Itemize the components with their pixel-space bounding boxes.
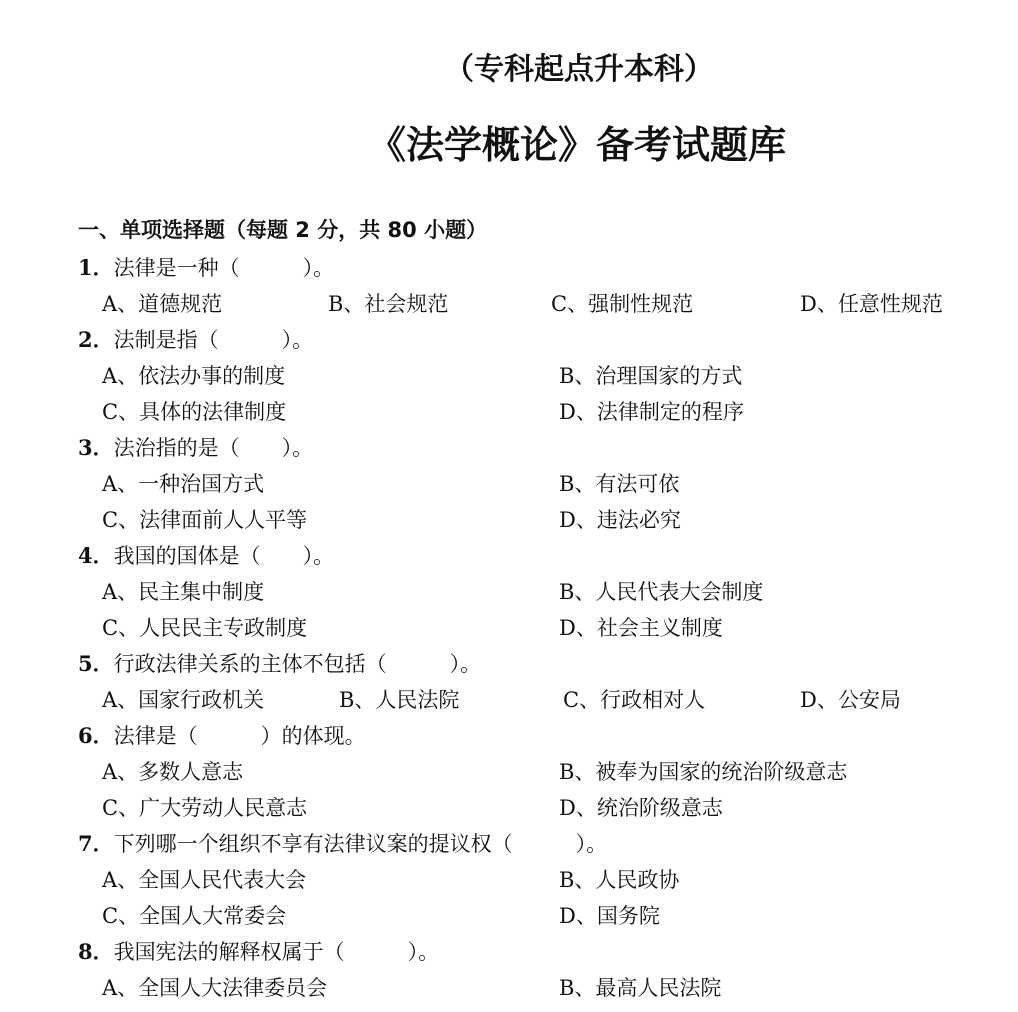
question-text: 行政法律关系的主体不包括（ ）。 xyxy=(113,652,482,676)
question-number: 5． xyxy=(78,651,114,676)
option-c: C、行政相对人 xyxy=(563,688,706,712)
question-stem xyxy=(0,826,1018,862)
document-title: 《法学概论》备考试题库 xyxy=(367,123,786,167)
option-a: A、国家行政机关 xyxy=(102,688,265,712)
option-a: A、依法办事的制度 xyxy=(102,364,286,388)
question-text: 我国的国体是（ ）。 xyxy=(113,544,335,568)
option-c: C、强制性规范 xyxy=(551,292,694,316)
option-d: D、公安局 xyxy=(800,688,901,712)
question-2 xyxy=(0,322,1018,430)
option-d: D、国务院 xyxy=(559,904,660,928)
option-b: B、人民代表大会制度 xyxy=(559,580,764,604)
question-text: 法制是指（ ）。 xyxy=(113,328,314,352)
option-row xyxy=(0,502,1018,538)
question-5 xyxy=(0,646,1018,718)
option-row xyxy=(0,610,1018,646)
option-row xyxy=(0,862,1018,898)
option-a: A、多数人意志 xyxy=(102,760,244,784)
question-stem xyxy=(0,538,1018,574)
option-c: C、具体的法律制度 xyxy=(102,400,287,424)
option-a: A、道德规范 xyxy=(102,292,223,316)
option-a: A、民主集中制度 xyxy=(102,580,265,604)
question-stem xyxy=(0,646,1018,682)
question-stem xyxy=(0,934,1018,970)
question-number: 3． xyxy=(78,435,114,460)
option-row xyxy=(0,970,1018,1006)
option-b: B、被奉为国家的统治阶级意志 xyxy=(559,760,848,784)
question-stem xyxy=(0,250,1018,286)
option-row xyxy=(0,286,1018,322)
option-row xyxy=(0,574,1018,610)
question-text: 法治指的是（ ）。 xyxy=(113,436,314,460)
option-row xyxy=(0,682,1018,718)
question-text: 法律是一种（ ）。 xyxy=(113,256,335,280)
subtitle: （专科起点升本科） xyxy=(444,52,714,87)
option-c: C、人民民主专政制度 xyxy=(102,616,308,640)
option-row xyxy=(0,754,1018,790)
question-number: 8． xyxy=(78,939,114,964)
question-8 xyxy=(0,934,1018,1006)
option-b: B、有法可依 xyxy=(559,472,680,496)
option-row xyxy=(0,898,1018,934)
question-1 xyxy=(0,250,1018,322)
question-stem xyxy=(0,322,1018,358)
option-row xyxy=(0,466,1018,502)
question-number: 2． xyxy=(78,327,114,352)
question-text: 法律是（ ）的体现。 xyxy=(113,724,366,748)
question-list xyxy=(0,250,1018,1006)
question-number: 7． xyxy=(78,831,114,856)
option-row xyxy=(0,394,1018,430)
option-c: C、法律面前人人平等 xyxy=(102,508,308,532)
option-a: A、一种治国方式 xyxy=(102,472,265,496)
option-d: D、任意性规范 xyxy=(800,292,943,316)
option-row xyxy=(0,358,1018,394)
option-c: C、广大劳动人民意志 xyxy=(102,796,308,820)
option-b: B、人民法院 xyxy=(339,688,460,712)
question-4 xyxy=(0,538,1018,646)
option-d: D、社会主义制度 xyxy=(559,616,723,640)
option-b: B、最高人民法院 xyxy=(559,976,722,1000)
question-text: 下列哪一个组织不享有法律议案的提议权（ ）。 xyxy=(113,832,608,856)
option-d: D、法律制定的程序 xyxy=(559,400,744,424)
option-b: B、治理国家的方式 xyxy=(559,364,743,388)
question-text: 我国宪法的解释权属于（ ）。 xyxy=(113,940,440,964)
option-b: B、社会规范 xyxy=(328,292,449,316)
option-a: A、全国人大法律委员会 xyxy=(102,976,328,1000)
question-number: 1． xyxy=(78,255,114,280)
question-stem xyxy=(0,718,1018,754)
option-row xyxy=(0,790,1018,826)
option-a: A、全国人民代表大会 xyxy=(102,868,307,892)
section-heading: 一、单项选择题（每题 2 分，共 80 小题） xyxy=(78,218,488,242)
question-stem xyxy=(0,430,1018,466)
question-number: 6． xyxy=(78,723,114,748)
option-d: D、统治阶级意志 xyxy=(559,796,723,820)
question-7 xyxy=(0,826,1018,934)
question-number: 4． xyxy=(78,543,114,568)
question-6 xyxy=(0,718,1018,826)
question-3 xyxy=(0,430,1018,538)
option-d: D、违法必究 xyxy=(559,508,681,532)
option-b: B、人民政协 xyxy=(559,868,680,892)
option-c: C、全国人大常委会 xyxy=(102,904,287,928)
